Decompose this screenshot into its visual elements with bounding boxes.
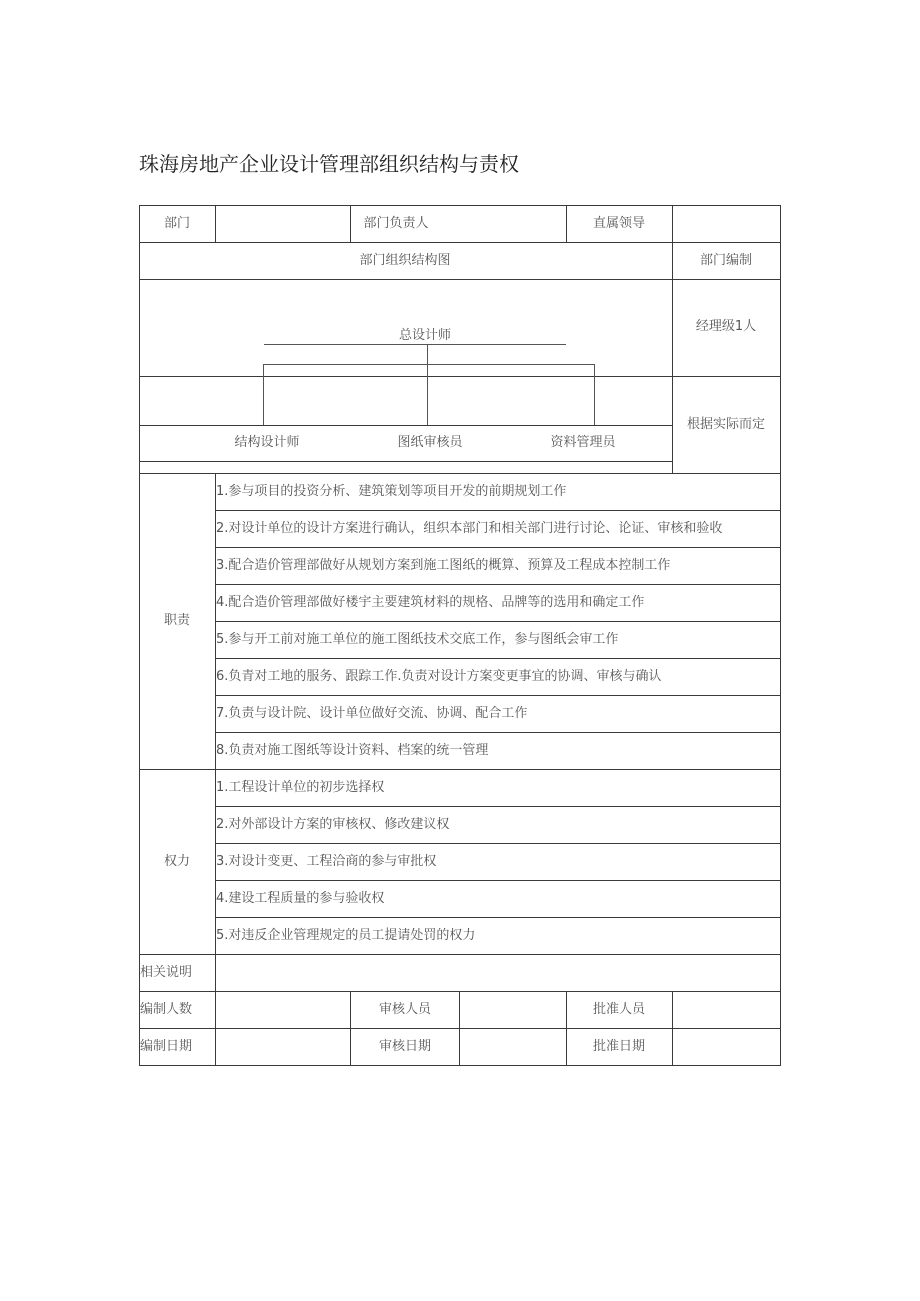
power-item: 3.对设计变更、工程洽商的参与审批权	[216, 854, 437, 869]
org-node-drawing-reviewer: 图纸审核员	[397, 435, 463, 450]
powers-label: 权力	[163, 854, 191, 869]
approve-date-label: 批准日期	[592, 1039, 646, 1054]
page-title: 珠海房地产企业设计管理部组织结构与责权	[139, 152, 519, 176]
duty-item: 6.负青对工地的服务、跟踪工作.负责对设计方案变更事宜的协调、审核与确认	[216, 669, 662, 684]
duty-item: 8.负责对施工图纸等设计资料、档案的统一管理	[216, 743, 489, 758]
notes-label: 相关说明	[140, 965, 193, 980]
dept-head-label: 部门负责人	[363, 216, 429, 231]
dept-label: 部门	[163, 216, 191, 231]
responsibility-table	[139, 205, 781, 1066]
duty-item: 5.参与开工前对施工单位的施工图纸技术交底工作，参与图纸会审工作	[216, 632, 619, 647]
staffing-others: 根据实际而定	[686, 417, 766, 432]
org-branch-left	[263, 364, 264, 425]
org-branch-right	[594, 364, 595, 425]
duty-item: 2.对设计单位的设计方案进行确认，组织本部门和相关部门进行讨论、论证、审核和验收	[216, 521, 723, 536]
staffing-manager: 经理级1人	[695, 319, 757, 334]
table-border-left	[139, 205, 140, 1066]
table-border-bottom	[139, 1065, 781, 1066]
org-top-line	[264, 344, 566, 345]
org-branch-mid	[427, 364, 428, 425]
org-trunk-line	[427, 344, 428, 364]
duty-item: 7.负责与设计院、设计单位做好交流、协调、配合工作	[216, 706, 528, 721]
compile-date-label: 编制日期	[140, 1039, 193, 1054]
org-chart-label: 部门组织结构图	[359, 253, 451, 268]
power-item: 2.对外部设计方案的审核权、修改建议权	[216, 817, 450, 832]
direct-leader-label: 直属领导	[592, 216, 646, 231]
table-border-right	[780, 205, 781, 1066]
duties-label: 职责	[163, 613, 191, 628]
power-item: 4.建设工程质量的参与验收权	[216, 891, 385, 906]
table-border-top	[139, 205, 781, 206]
org-node-document-manager: 资料管理员	[550, 435, 616, 450]
org-branch-line	[263, 364, 595, 365]
org-node-chief-designer: 总设计师	[398, 328, 452, 343]
review-date-label: 审核日期	[378, 1039, 432, 1054]
duty-item: 3.配合造价管理部做好从规划方案到施工图纸的概算、预算及工程成本控制工作	[216, 558, 671, 573]
power-item: 1.工程设计单位的初步选择权	[216, 780, 385, 795]
staff-count-label: 编制人数	[140, 1002, 193, 1017]
power-item: 5.对违反企业管理规定的员工提请处罚的权力	[216, 928, 476, 943]
duty-item: 1.参与项目的投资分析、建筑策划等项目开发的前期规划工作	[216, 484, 567, 499]
staffing-label: 部门编制	[699, 253, 753, 268]
duty-item: 4.配合造价管理部做好楼宇主要建筑材料的规格、品牌等的选用和确定工作	[216, 595, 645, 610]
org-node-structural-designer: 结构设计师	[234, 435, 300, 450]
approver-label: 批准人员	[592, 1002, 646, 1017]
reviewer-label: 审核人员	[378, 1002, 432, 1017]
